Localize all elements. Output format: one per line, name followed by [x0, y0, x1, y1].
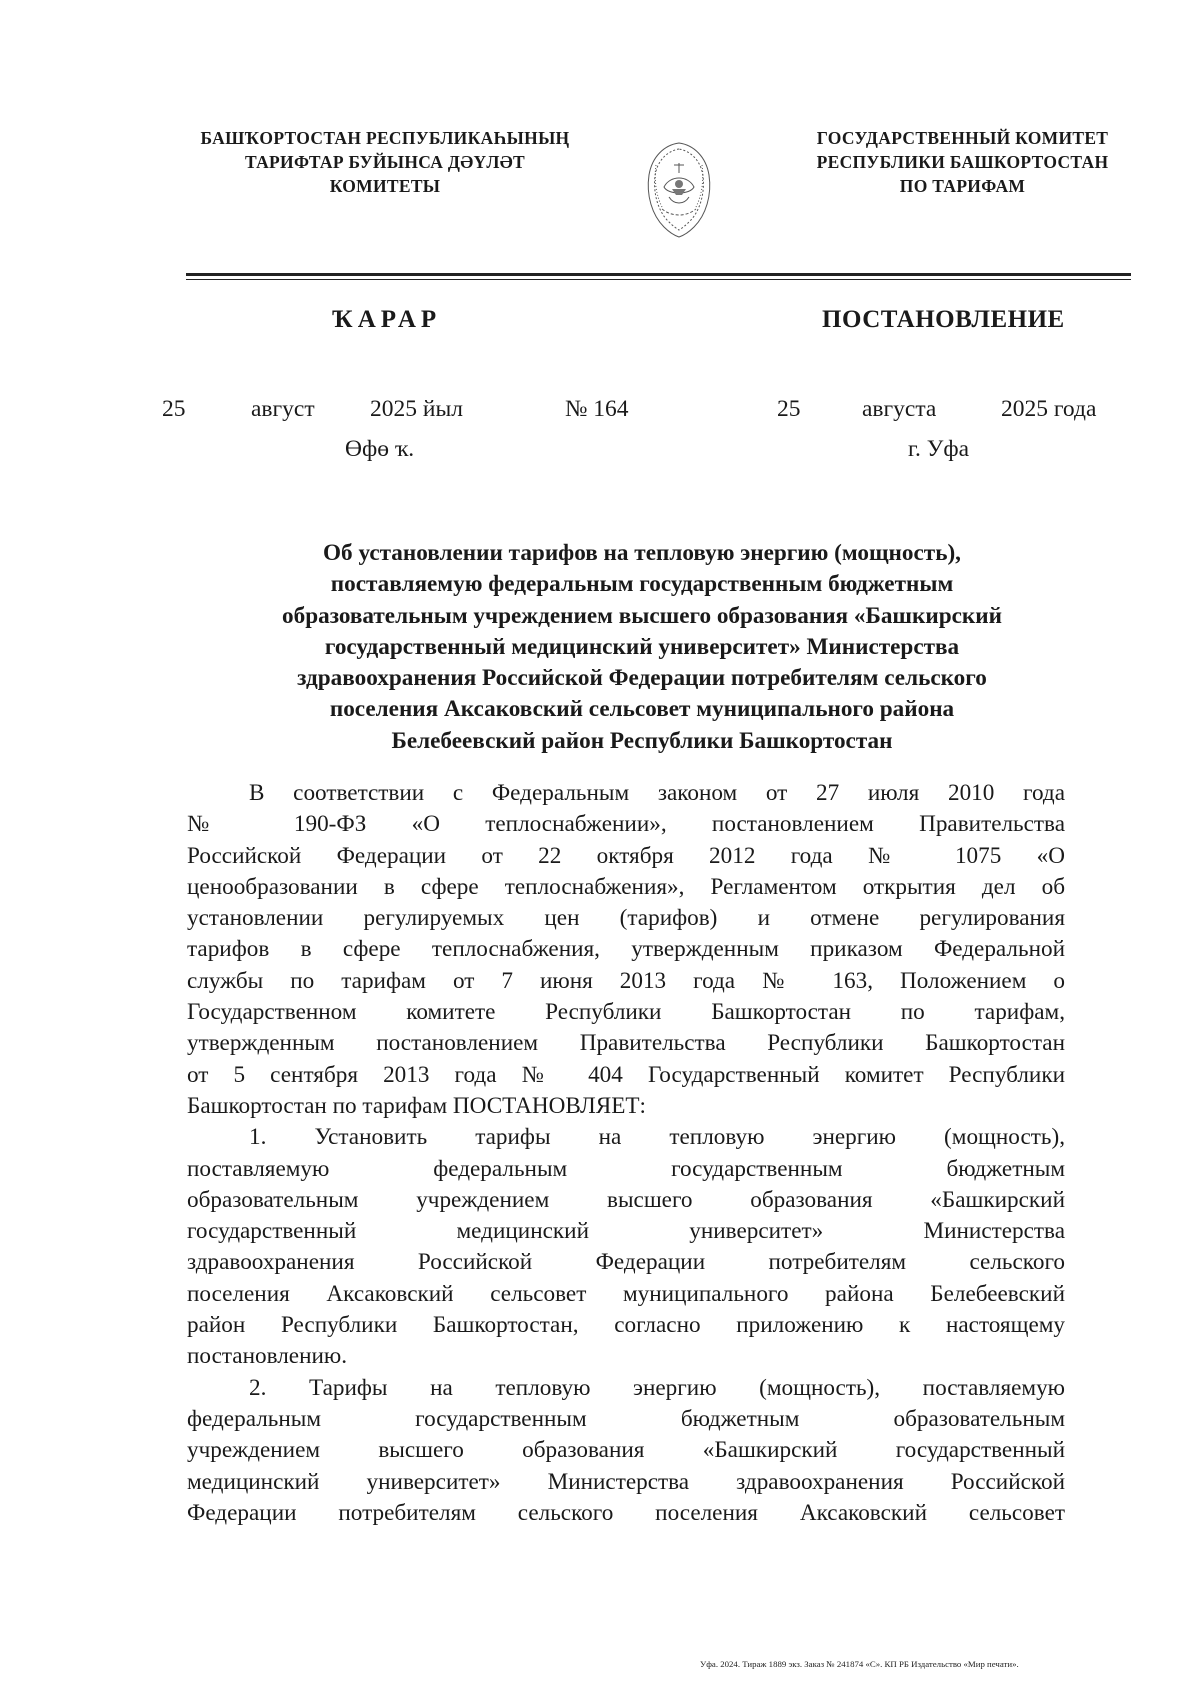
title-line: здравоохранения Российской Федерации потребителям сельского	[297, 665, 987, 692]
title-line: государственный медицинский университет» Министерства	[324, 633, 960, 660]
date-right-year: 2025 года	[1001, 396, 1097, 422]
body-line: район Республики Башкортостан, согласно приложению к настоящему	[187, 1312, 1065, 1339]
body-line: Федерации потребителям сельского поселения Аксаковский сельсовет	[187, 1499, 1065, 1526]
body-line: федеральным государственным бюджетным образовательным	[187, 1405, 1065, 1432]
header-right-russian	[775, 126, 1150, 198]
body-line: В соответствии с Федеральным законом от 27 июля 2010 года	[249, 780, 1065, 806]
header-divider-thick	[186, 273, 1131, 276]
city-bashkir: Өфө ҡ.	[345, 436, 415, 462]
body-line: Башкортостан по тарифам ПОСТАНОВЛЯЕТ:	[187, 1092, 646, 1119]
body-line: 2. Тарифы на тепловую энергию (мощность), поставляемую	[249, 1374, 1065, 1401]
date-left-month: август	[251, 396, 315, 422]
body-line: от 5 сентября 2013 года № 404 Государственный комитет Республики	[187, 1061, 1065, 1088]
date-left-year: 2025 йыл	[370, 396, 463, 422]
title-line: образовательным учреждением высшего образования «Башкирский	[282, 602, 1002, 629]
body-line: утвержденным постановлением Правительства Республики Башкортостан	[187, 1030, 1065, 1057]
body-line: учреждением высшего образования «Башкирский государственный	[187, 1437, 1065, 1464]
doc-type-russian: ПОСТАНОВЛЕНИЕ	[822, 306, 1065, 333]
header-right-line: ПО ТАРИФАМ	[899, 176, 1026, 196]
date-left-day: 25	[162, 396, 186, 422]
body-line: № 190-ФЗ «О теплоснабжении», постановлением Правительства	[187, 811, 1065, 838]
body-line: постановлению.	[187, 1343, 348, 1370]
header-divider-thin	[186, 279, 1131, 280]
body-line: Государственном комитете Республики Башкортостан по тарифам,	[187, 999, 1065, 1026]
document-number: № 164	[565, 396, 629, 422]
title-line: Об установлении тарифов на тепловую энергию (мощность),	[323, 540, 961, 566]
header-left-line: БАШҠОРТОСТАН РЕСПУБЛИКАҺЫНЫҢ	[200, 128, 570, 148]
body-line: ценообразовании в сфере теплоснабжения», Регламентом открытия дел об	[187, 873, 1065, 900]
title-line: поставляемую федеральным государственным бюджетным	[330, 571, 954, 598]
body-line: здравоохранения Российской Федерации потребителям сельского	[187, 1249, 1065, 1276]
document-body	[187, 778, 1065, 1529]
body-line: Российской Федерации от 22 октября 2012 года № 1075 «О	[187, 842, 1065, 869]
body-line: установлении регулируемых цен (тарифов) и отмене регулирования	[187, 905, 1065, 932]
title-line: Белебеевский район Республики Башкортостан	[391, 727, 893, 754]
date-right-day: 25	[777, 396, 801, 422]
body-line: государственный медицинский университет» Министерства	[187, 1218, 1065, 1245]
city-russian: г. Уфа	[908, 436, 970, 462]
body-line: медицинский университет» Министерства здравоохранения Российской	[187, 1468, 1065, 1495]
header-left-line: ТАРИФТАР БУЙЫНСА ДӘҮЛӘТ	[245, 152, 525, 172]
title-line: поселения Аксаковский сельсовет муниципального района	[329, 696, 955, 723]
body-line: 1. Установить тарифы на тепловую энергию (мощность),	[249, 1124, 1065, 1151]
doc-type-bashkir: ҠАРАР	[332, 306, 442, 333]
body-line: образовательным учреждением высшего образования «Башкирский	[187, 1186, 1065, 1213]
header-left-line: КОМИТЕТЫ	[329, 176, 441, 196]
body-line: поставляемую федеральным государственным бюджетным	[187, 1155, 1065, 1182]
body-line: поселения Аксаковский сельсовет муниципального района Белебеевский	[187, 1280, 1065, 1307]
header-right-line: ГОСУДАРСТВЕННЫЙ КОМИТЕТ	[816, 128, 1109, 148]
body-line: службы по тарифам от 7 июня 2013 года № 163, Положением о	[187, 967, 1065, 994]
document-title	[170, 538, 1114, 757]
date-right-month: августа	[862, 396, 937, 422]
print-footer: Уфа. 2024. Тираж 1889 экз. Заказ № 241874 «С». КП РБ Издательство «Мир печати».	[700, 1659, 1019, 1669]
header-left-bashkir	[170, 126, 600, 198]
body-line: тарифов в сфере теплоснабжения, утвержденным приказом Федеральной	[187, 936, 1065, 963]
coat-of-arms-icon	[634, 135, 724, 245]
header-right-line: РЕСПУБЛИКИ БАШКОРТОСТАН	[816, 152, 1109, 172]
